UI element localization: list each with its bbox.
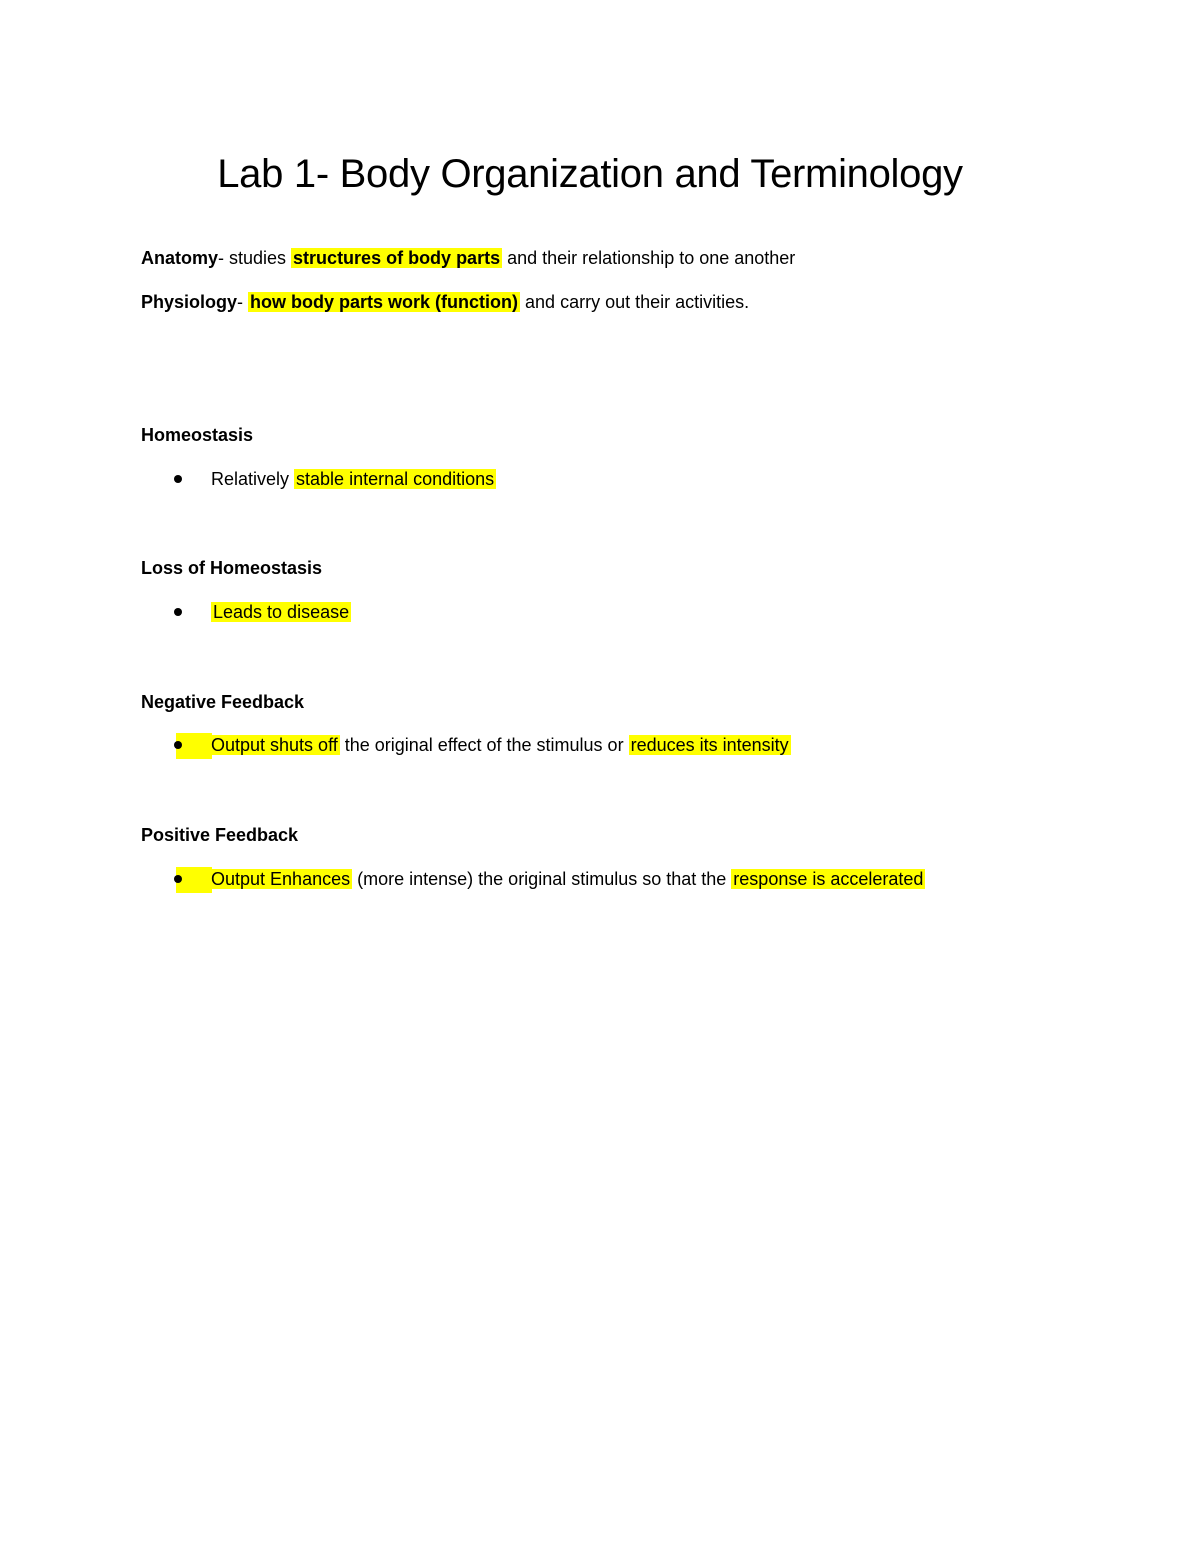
anatomy-highlight: structures of body parts [293,248,501,268]
list-item-loss-of-homeostasis [0,600,1200,626]
bullet-text [211,467,496,491]
bullet-highlight: Output Enhances [211,869,351,889]
physiology-highlight: how body parts work (function) [250,292,519,312]
bullet-text [211,733,791,757]
bullet-mid: (more intense) the original stimulus so that the [352,869,732,889]
physiology-separator: - [237,292,249,312]
anatomy-rest: and their relationship to one another [502,248,796,268]
section-heading-loss-of-homeostasis: Loss of Homeostasis [141,558,323,578]
physiology-definition [141,290,749,314]
physiology-rest: and carry out their activities. [520,292,750,312]
section-heading-homeostasis: Homeostasis [141,425,254,445]
list-item-homeostasis [0,467,1200,493]
list-item-negative-feedback [0,733,1200,759]
bullet-icon [174,608,182,616]
bullet-highlight-2: response is accelerated [733,869,924,889]
bullet-highlight: Leads to disease [213,602,350,622]
section-heading-negative-feedback: Negative Feedback [141,692,305,712]
anatomy-term: Anatomy [141,248,219,268]
bullet-highlight: stable internal conditions [296,469,495,489]
bullet-text [211,600,351,624]
document-title: Lab 1- Body Organization and Terminology [217,152,963,196]
bullet-icon [174,875,182,883]
bullet-highlight-2: reduces its intensity [630,735,789,755]
anatomy-separator: - studies [218,248,292,268]
bullet-icon [174,475,182,483]
anatomy-definition [141,246,795,270]
list-item-positive-feedback [0,867,1200,893]
bullet-highlight: Output shuts off [211,735,338,755]
bullet-icon [174,741,182,749]
bullet-mid: the original effect of the stimulus or [339,735,629,755]
section-heading-positive-feedback: Positive Feedback [141,825,299,845]
bullet-text [211,867,925,891]
physiology-term: Physiology [141,292,238,312]
bullet-pre: Relatively [211,469,295,489]
